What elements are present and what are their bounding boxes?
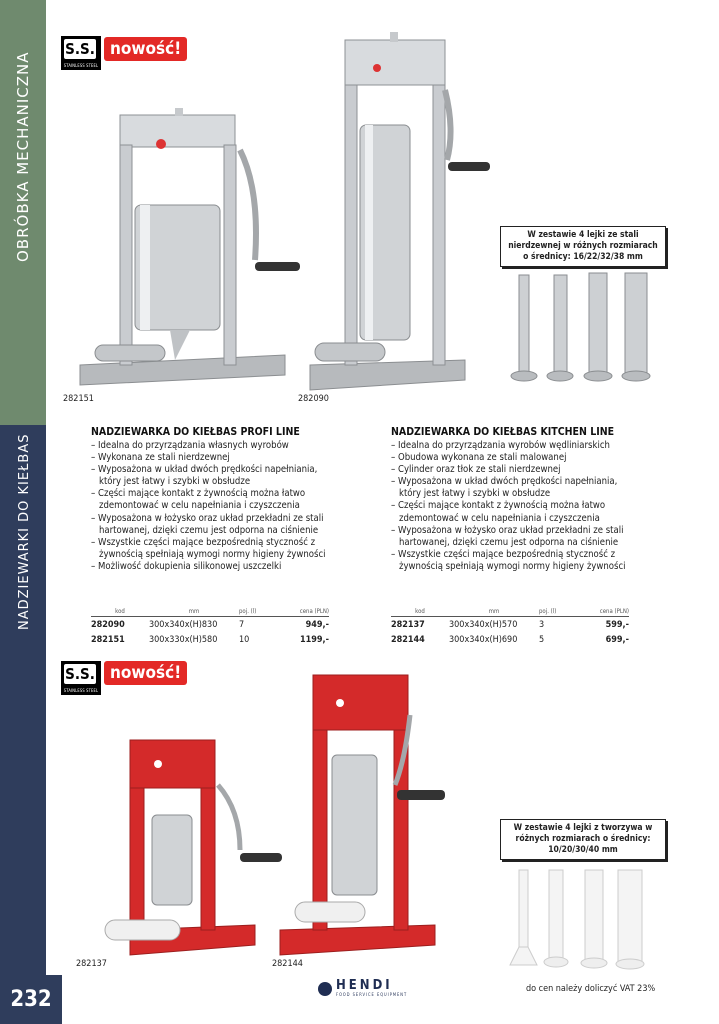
ss-badge-subtext: STAINLESS STEEL — [63, 688, 99, 693]
feature-item: – Idealna do przyrządzania wyrobów wędliniarskich — [391, 440, 610, 451]
feature-item: – Wszystkie części mające bezpośrednią styczność z żywnością spełniają wymogi normy higieny żywności — [91, 536, 326, 560]
image-code: 282151 — [63, 394, 94, 404]
table-cell: 949,- — [305, 619, 329, 630]
col-header: poj. (l) — [239, 607, 279, 617]
feature-item: – Części mające kontakt z żywnością można łatwo zdemontować w celu napełniania i czyszczenia — [91, 488, 306, 512]
table-cell: 1199,- — [300, 634, 329, 645]
col-header: cena (PLN) — [579, 607, 629, 617]
features-list-profi — [91, 440, 341, 573]
feature-item: – Wyposażona w układ dwóch prędkości napełniania, który jest łatwy i szybki w obsłudze — [391, 476, 618, 500]
image-code: 282144 — [272, 959, 303, 969]
table-row — [391, 617, 629, 633]
sausage-filler-282090-image — [305, 30, 505, 400]
vat-note: do cen należy doliczyć VAT 23% — [526, 984, 656, 994]
feature-item: – Możliwość dokupienia silikonowej uszczelki — [91, 560, 282, 572]
stainless-steel-badge — [61, 36, 101, 70]
feature-item: – Wyposażona w łożysko oraz układ przekładni ze stali hartowanej, dzięki czemu jest odporna na ciśnienie — [91, 512, 324, 536]
product-title-kitchen: NADZIEWARKA DO KIEŁBAS KITCHEN LINE — [391, 426, 615, 438]
plastic-funnels-callout: W zestawie 4 lejki z tworzywa w różnych rozmiarach o średnicy: 10/20/30/40 mm — [500, 819, 666, 860]
stainless-steel-badge — [61, 661, 101, 695]
table-cell: 300x330x(H)580 — [149, 634, 218, 645]
table-cell: 282090 — [91, 619, 125, 630]
feature-item: – Wszystkie części mające bezpośrednią styczność z żywnością spełniają wymogi normy higieny żywności — [391, 548, 626, 572]
table-cell: 282151 — [91, 634, 125, 645]
feature-item: – Idealna do przyrządzania własnych wyrobów — [91, 440, 289, 451]
image-code: 282137 — [76, 959, 107, 969]
table-cell: 699,- — [605, 634, 629, 645]
image-code: 282090 — [298, 394, 329, 404]
table-cell: 300x340x(H)570 — [449, 619, 518, 630]
table-row — [91, 632, 329, 647]
new-badge: nowość! — [104, 37, 187, 61]
col-header: kod — [91, 607, 149, 617]
sausage-filler-282137-image — [100, 730, 290, 970]
hendi-logo-text: HENDI — [336, 978, 393, 993]
sausage-filler-282151-image — [60, 100, 300, 400]
sausage-filler-282144-image — [275, 670, 455, 970]
features-list-kitchen — [391, 440, 641, 573]
table-cell: 5 — [539, 634, 545, 645]
table-cell: 300x340x(H)690 — [449, 634, 518, 645]
page-number: 232 — [0, 975, 62, 1024]
ss-badge-text: S.S. — [65, 665, 95, 683]
table-cell: 282144 — [391, 634, 425, 645]
feature-item: – Wyposażona w układ dwóch prędkości napełniania, który jest łatwy i szybki w obsłudze — [91, 464, 318, 488]
col-header: cena (PLN) — [279, 607, 329, 617]
feature-item: – Obudowa wykonana ze stali malowanej — [391, 452, 567, 464]
feature-item: – Wyposażona w łożysko oraz układ przekładni ze stali hartowanej, dzięki czemu jest odporna na ciśnienie — [391, 524, 624, 548]
feature-item: – Cylinder oraz tłok ze stali nierdzewnej — [391, 464, 561, 476]
new-badge: nowość! — [104, 661, 187, 685]
section-title-sausage-fillers: NADZIEWARKI DO KIEŁBAS — [17, 433, 32, 630]
price-table-profi — [91, 607, 329, 647]
table-row — [391, 632, 629, 647]
hendi-logo-subtext: FOOD SERVICE EQUIPMENT — [336, 992, 408, 997]
table-row — [91, 617, 329, 633]
table-cell: 282137 — [391, 619, 425, 630]
ss-badge-subtext: STAINLESS STEEL — [63, 63, 99, 68]
table-cell: 3 — [539, 619, 545, 630]
col-header: mm — [449, 607, 539, 617]
table-cell: 7 — [239, 619, 245, 630]
table-cell: 10 — [239, 634, 250, 645]
feature-item: – Części mające kontakt z żywnością można łatwo zdemontować w celu napełniania i czyszczenia — [391, 500, 606, 524]
plastic-funnels-image — [505, 865, 655, 975]
price-table-kitchen — [391, 607, 629, 647]
hendi-logo-icon — [318, 982, 332, 996]
section-title-mechanical: OBRÓBKA MECHANICZNA — [14, 51, 32, 262]
hendi-logo — [318, 980, 407, 997]
table-cell: 599,- — [605, 619, 629, 630]
ss-badge-text: S.S. — [65, 40, 95, 58]
feature-item: – Wykonana ze stali nierdzewnej — [91, 452, 230, 464]
col-header: poj. (l) — [539, 607, 579, 617]
col-header: mm — [149, 607, 239, 617]
table-cell: 300x340x(H)830 — [149, 619, 218, 630]
col-header: kod — [391, 607, 449, 617]
steel-funnels-image — [505, 270, 655, 385]
steel-funnels-callout: W zestawie 4 lejki ze stali nierdzewnej w różnych rozmiarach o średnicy: 16/22/32/38 mm — [500, 226, 666, 267]
product-title-profi: NADZIEWARKA DO KIEŁBAS PROFI LINE — [91, 426, 300, 438]
